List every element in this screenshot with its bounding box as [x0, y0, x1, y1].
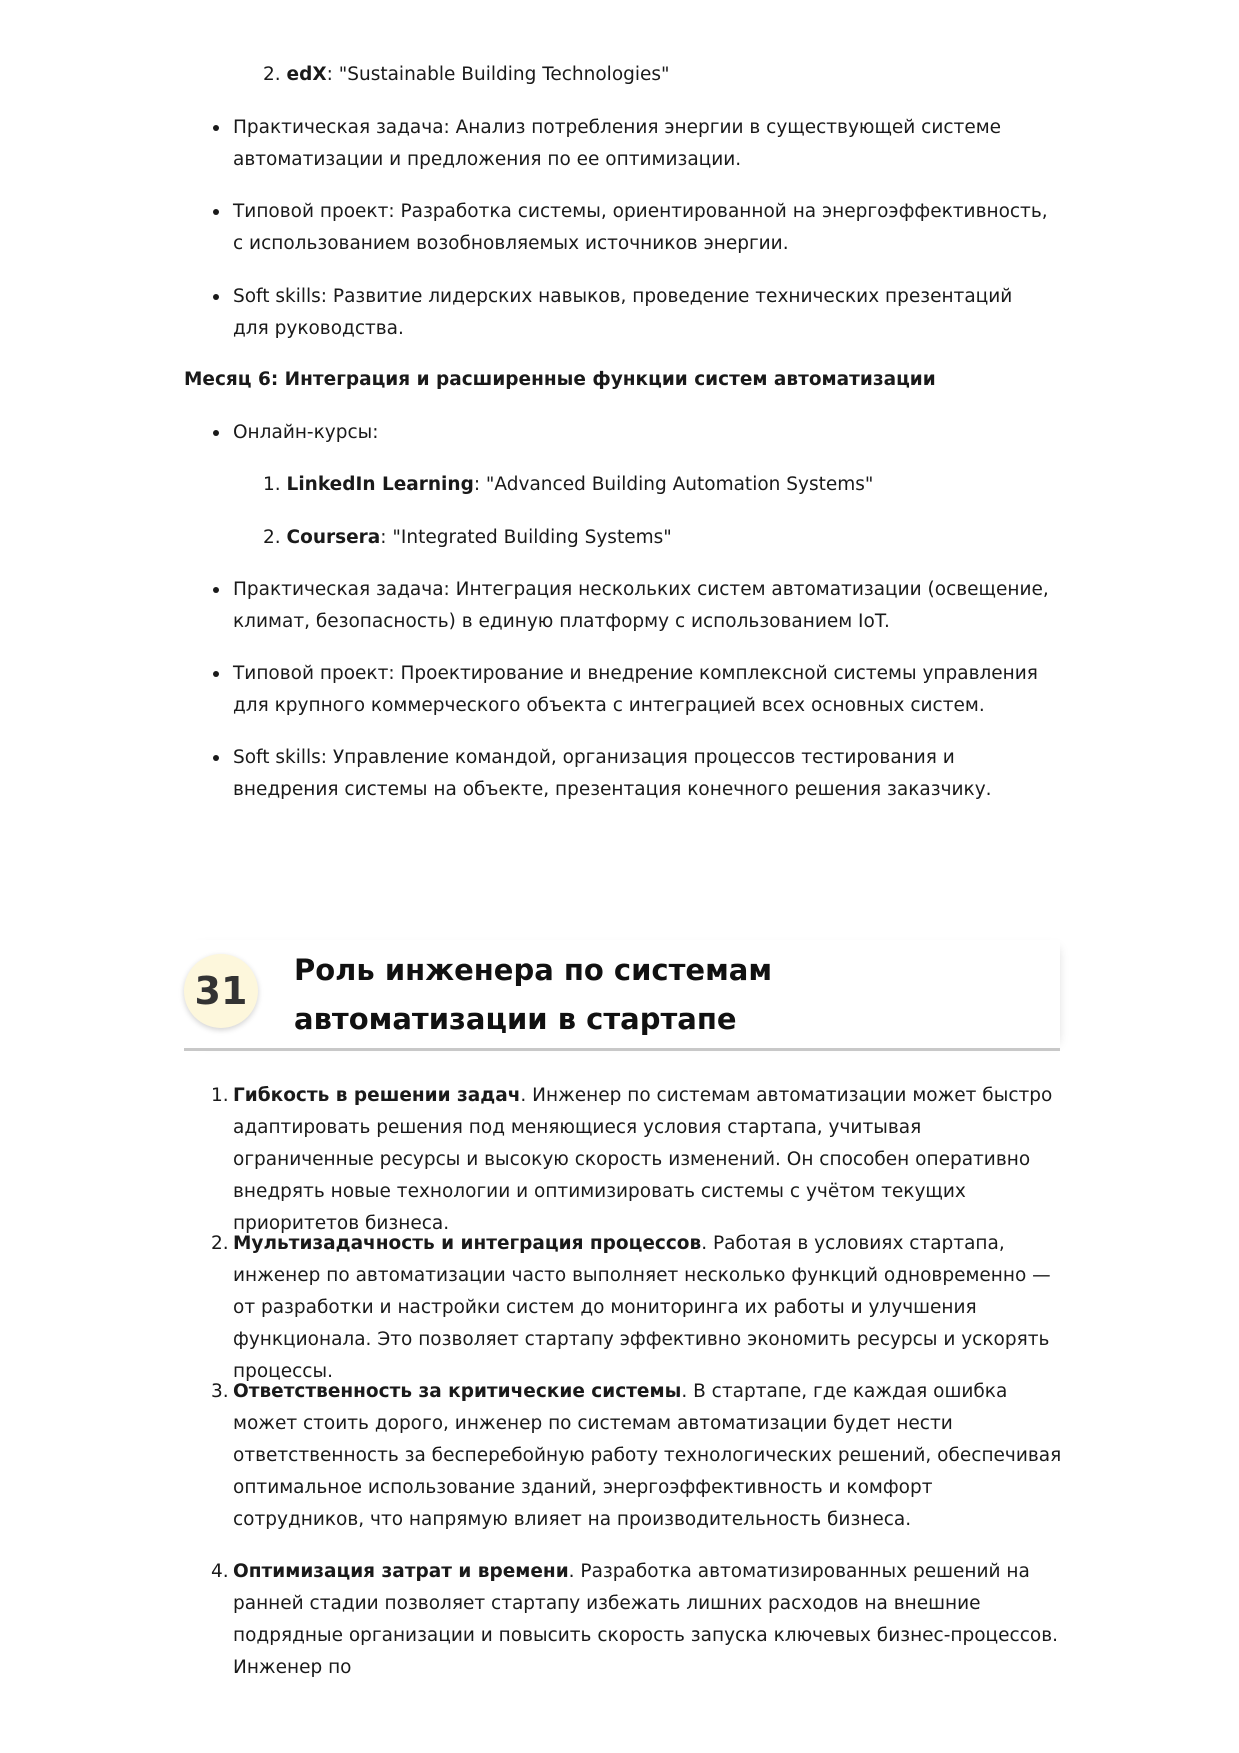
course-item-coursera: 2. Coursera: "Integrated Building Systems" [263, 527, 672, 548]
role-item-title: Гибкость в решении задач [233, 1085, 521, 1106]
soft-skills-bullet: Soft skills: Управление командой, организация процессов тестирования и внедрения системы на объекте, презентация конечного решения заказчику. [233, 742, 1053, 806]
practical-task-bullet: Практическая задача: Анализ потребления энергии в существующей системе автоматизации и предложения по ее оптимизации. [233, 112, 1053, 176]
online-courses-bullet: Онлайн-курсы: [233, 417, 1053, 449]
course-title: : "Advanced Building Automation Systems" [473, 474, 874, 495]
role-item-title: Мультизадачность и интеграция процессов [233, 1233, 702, 1254]
role-item-4: 4. Оптимизация затрат и времени. Разработка автоматизированных решений на ранней стадии позволяет стартапу избежать лишних расходов на внешние подрядные организации и повысить скорость запуска ключевых бизнес-процессов. Инженер по [211, 1561, 1058, 1678]
role-item-title: Ответственность за критические системы [233, 1381, 682, 1402]
course-platform: Coursera [286, 527, 381, 548]
role-item-title: Оптимизация затрат и времени [233, 1561, 569, 1582]
soft-skills-bullet: Soft skills: Развитие лидерских навыков, проведение технических презентаций для руководства. [233, 281, 1053, 345]
course-platform: LinkedIn Learning [286, 474, 474, 495]
course-title: : "Sustainable Building Technologies" [326, 64, 670, 85]
role-item-1: 1. Гибкость в решении задач. Инженер по системам автоматизации может быстро адаптировать решения под меняющиеся условия стартапа, учитывая ограниченные ресурсы и высокую скорость изменений. Он способен оперативно внедрять новые технологии и оптимизировать системы с учётом текущих приоритетов бизнеса. [211, 1085, 1053, 1234]
course-item-edx: 2. edX: "Sustainable Building Technologies" [263, 64, 670, 85]
month-6-heading: Месяц 6: Интеграция и расширенные функции систем автоматизации [184, 369, 936, 390]
section-header [184, 940, 1060, 1051]
course-title: : "Integrated Building Systems" [380, 527, 672, 548]
section-title: Роль инженера по системам автоматизации в стартапе [294, 953, 773, 1036]
course-item-linkedin: 1. LinkedIn Learning: "Advanced Building Automation Systems" [263, 474, 874, 495]
role-item-text: . В стартапе, где каждая ошибка может стоить дорого, инженер по системам автоматизации будет нести ответственность за бесперебойную работу технологических решений, обеспечивая оптимальное использование зданий, энергоэффективность и комфорт сотрудников, что напрямую влияет на производительность бизнеса. [233, 1381, 1062, 1530]
typical-project-bullet: Типовой проект: Разработка системы, ориентированной на энергоэффективность, с использованием возобновляемых источников энергии. [233, 196, 1053, 260]
typical-project-bullet: Типовой проект: Проектирование и внедрение комплексной системы управления для крупного коммерческого объекта с интеграцией всех основных систем. [233, 658, 1053, 722]
role-item-3: 3. Ответственность за критические системы. В стартапе, где каждая ошибка может стоить дорого, инженер по системам автоматизации будет нести ответственность за бесперебойную работу технологических решений, обеспечивая оптимальное использование зданий, энергоэффективность и комфорт сотрудников, что напрямую влияет на производительность бизнеса. [211, 1381, 1062, 1530]
section-number-badge: 31 [184, 954, 258, 1028]
course-platform: edX [286, 64, 327, 85]
role-item-2: 2. Мультизадачность и интеграция процессов. Работая в условиях стартапа, инженер по автоматизации часто выполняет несколько функций одновременно — от разработки и настройки систем до мониторинга их работы и улучшения функционала. Это позволяет стартапу эффективно экономить ресурсы и ускорять процессы. [211, 1233, 1051, 1382]
practical-task-bullet: Практическая задача: Интеграция нескольких систем автоматизации (освещение, климат, безопасность) в единую платформу с использованием IoT. [233, 574, 1053, 638]
role-item-text: . Инженер по системам автоматизации может быстро адаптировать решения под меняющиеся условия стартапа, учитывая ограниченные ресурсы и высокую скорость изменений. Он способен оперативно внедрять новые технологии и оптимизировать системы с учётом текущих приоритетов бизнеса. [233, 1085, 1053, 1234]
role-item-text: . Работая в условиях стартапа, инженер по автоматизации часто выполняет несколько функций одновременно — от разработки и настройки систем до мониторинга их работы и улучшения функционала. Это позволяет стартапу эффективно экономить ресурсы и ускорять процессы. [233, 1233, 1051, 1382]
role-item-text: . Разработка автоматизированных решений на ранней стадии позволяет стартапу избежать лишних расходов на внешние подрядные организации и повысить скорость запуска ключевых бизнес-процессов. Инженер по [233, 1561, 1058, 1678]
